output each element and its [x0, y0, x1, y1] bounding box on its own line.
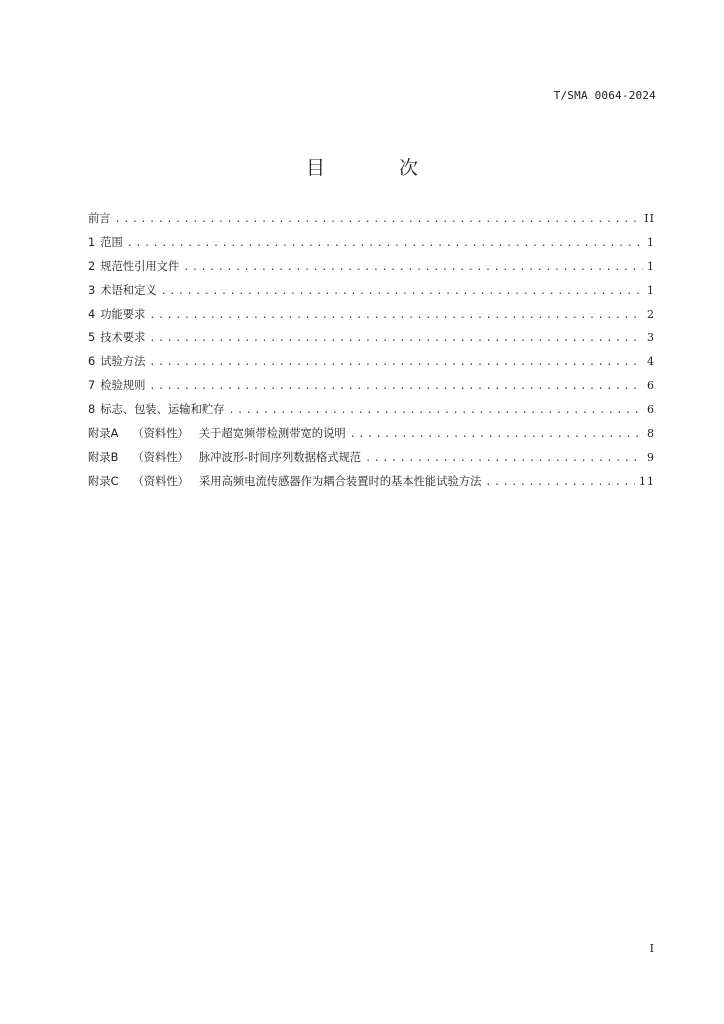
toc-entry-page: 6: [647, 379, 655, 393]
toc-entry-label: [88, 473, 481, 489]
standard-code: T/SMA 0064-2024: [553, 89, 656, 102]
toc-entry-page: 1: [647, 283, 655, 297]
toc-entry-label: [88, 306, 145, 322]
toc-entry-number: 附录B: [88, 450, 119, 464]
toc-entry-page: 2: [647, 307, 655, 321]
toc-entry-label: [88, 353, 145, 369]
toc-entry-appendix-b[interactable]: [88, 449, 655, 473]
toc-entry-text: 检验规则: [100, 379, 146, 393]
page-title: 目 次: [305, 157, 453, 179]
toc-entry-text: 标志、包装、运输和贮存: [100, 403, 225, 417]
toc-entry-number: 8: [88, 403, 96, 417]
toc-leader-dots: [149, 381, 643, 392]
toc-entry-number: 6: [88, 355, 96, 369]
toc-entry-page: 1: [647, 259, 655, 273]
toc-entry-text: 规范性引用文件: [100, 259, 180, 273]
toc-leader-dots: [149, 310, 643, 321]
toc-entry-label: [88, 258, 179, 274]
toc-entry-number: 7: [88, 379, 96, 393]
toc-entry-text: 术语和定义: [100, 283, 157, 297]
toc-leader-dots: [149, 333, 643, 344]
toc-entry-test-methods[interactable]: [88, 353, 655, 377]
toc-entry-page: 11: [639, 474, 655, 488]
toc-entry-appendix-type: （资料性）: [132, 427, 189, 441]
toc-leader-dots: [149, 357, 643, 368]
page-number: I: [649, 942, 654, 955]
toc-leader-dots: [350, 429, 643, 440]
toc-leader-dots: [365, 453, 643, 464]
toc-entry-functional-requirements[interactable]: [88, 306, 655, 330]
toc-entry-number: 5: [88, 331, 96, 345]
toc-leader-dots: [485, 477, 635, 488]
toc-entry-appendix-c[interactable]: [88, 473, 655, 497]
toc-entry-label: [88, 329, 145, 345]
toc-entry-inspection-rules[interactable]: [88, 377, 655, 401]
toc-entry-scope[interactable]: [88, 234, 655, 258]
toc-entry-terms-definitions[interactable]: [88, 282, 655, 306]
toc-entry-label: 前言: [88, 212, 111, 225]
toc-entry-text: 范围: [100, 235, 123, 249]
toc-entry-appendix-type: （资料性）: [132, 474, 189, 488]
toc-entry-text: 功能要求: [100, 307, 146, 321]
toc-entry-text: 采用高频电流传感器作为耦合装置时的基本性能试验方法: [198, 474, 482, 488]
toc-entry-page: 1: [647, 235, 655, 249]
toc-entry-foreword[interactable]: [88, 210, 655, 234]
toc-entry-label: [88, 425, 346, 441]
toc-entry-number: 附录A: [88, 427, 119, 441]
toc-entry-label: [88, 449, 361, 465]
table-of-contents: [88, 210, 655, 497]
toc-entry-technical-requirements[interactable]: [88, 329, 655, 353]
toc-entry-text: 脉冲波形-时间序列数据格式规范: [198, 450, 362, 464]
toc-entry-number: 2: [88, 259, 96, 273]
toc-entry-page: 3: [647, 331, 655, 345]
toc-entry-marking-packaging[interactable]: [88, 401, 655, 425]
toc-entry-page: 8: [647, 427, 655, 441]
toc-entry-label: [88, 282, 157, 298]
toc-leader-dots: [115, 214, 641, 225]
toc-entry-text: 关于超宽频带检测带宽的说明: [198, 427, 346, 441]
toc-entry-page: 9: [647, 450, 655, 464]
toc-entry-number: 附录C: [88, 474, 119, 488]
toc-leader-dots: [127, 238, 643, 249]
toc-entry-label: [88, 234, 123, 250]
toc-entry-text: 技术要求: [100, 331, 146, 345]
toc-entry-page: 6: [647, 403, 655, 417]
toc-entry-number: 3: [88, 283, 96, 297]
toc-entry-page: II: [644, 212, 655, 225]
toc-entry-appendix-a[interactable]: [88, 425, 655, 449]
toc-entry-appendix-type: （资料性）: [132, 450, 189, 464]
toc-entry-page: 4: [647, 355, 655, 369]
toc-entry-normative-references[interactable]: [88, 258, 655, 282]
toc-leader-dots: [228, 405, 643, 416]
toc-entry-text: 试验方法: [100, 355, 146, 369]
toc-leader-dots: [183, 262, 643, 273]
toc-leader-dots: [161, 286, 643, 297]
toc-entry-label: [88, 377, 145, 393]
toc-entry-label: [88, 401, 224, 417]
toc-entry-number: 4: [88, 307, 96, 321]
toc-entry-number: 1: [88, 235, 96, 249]
